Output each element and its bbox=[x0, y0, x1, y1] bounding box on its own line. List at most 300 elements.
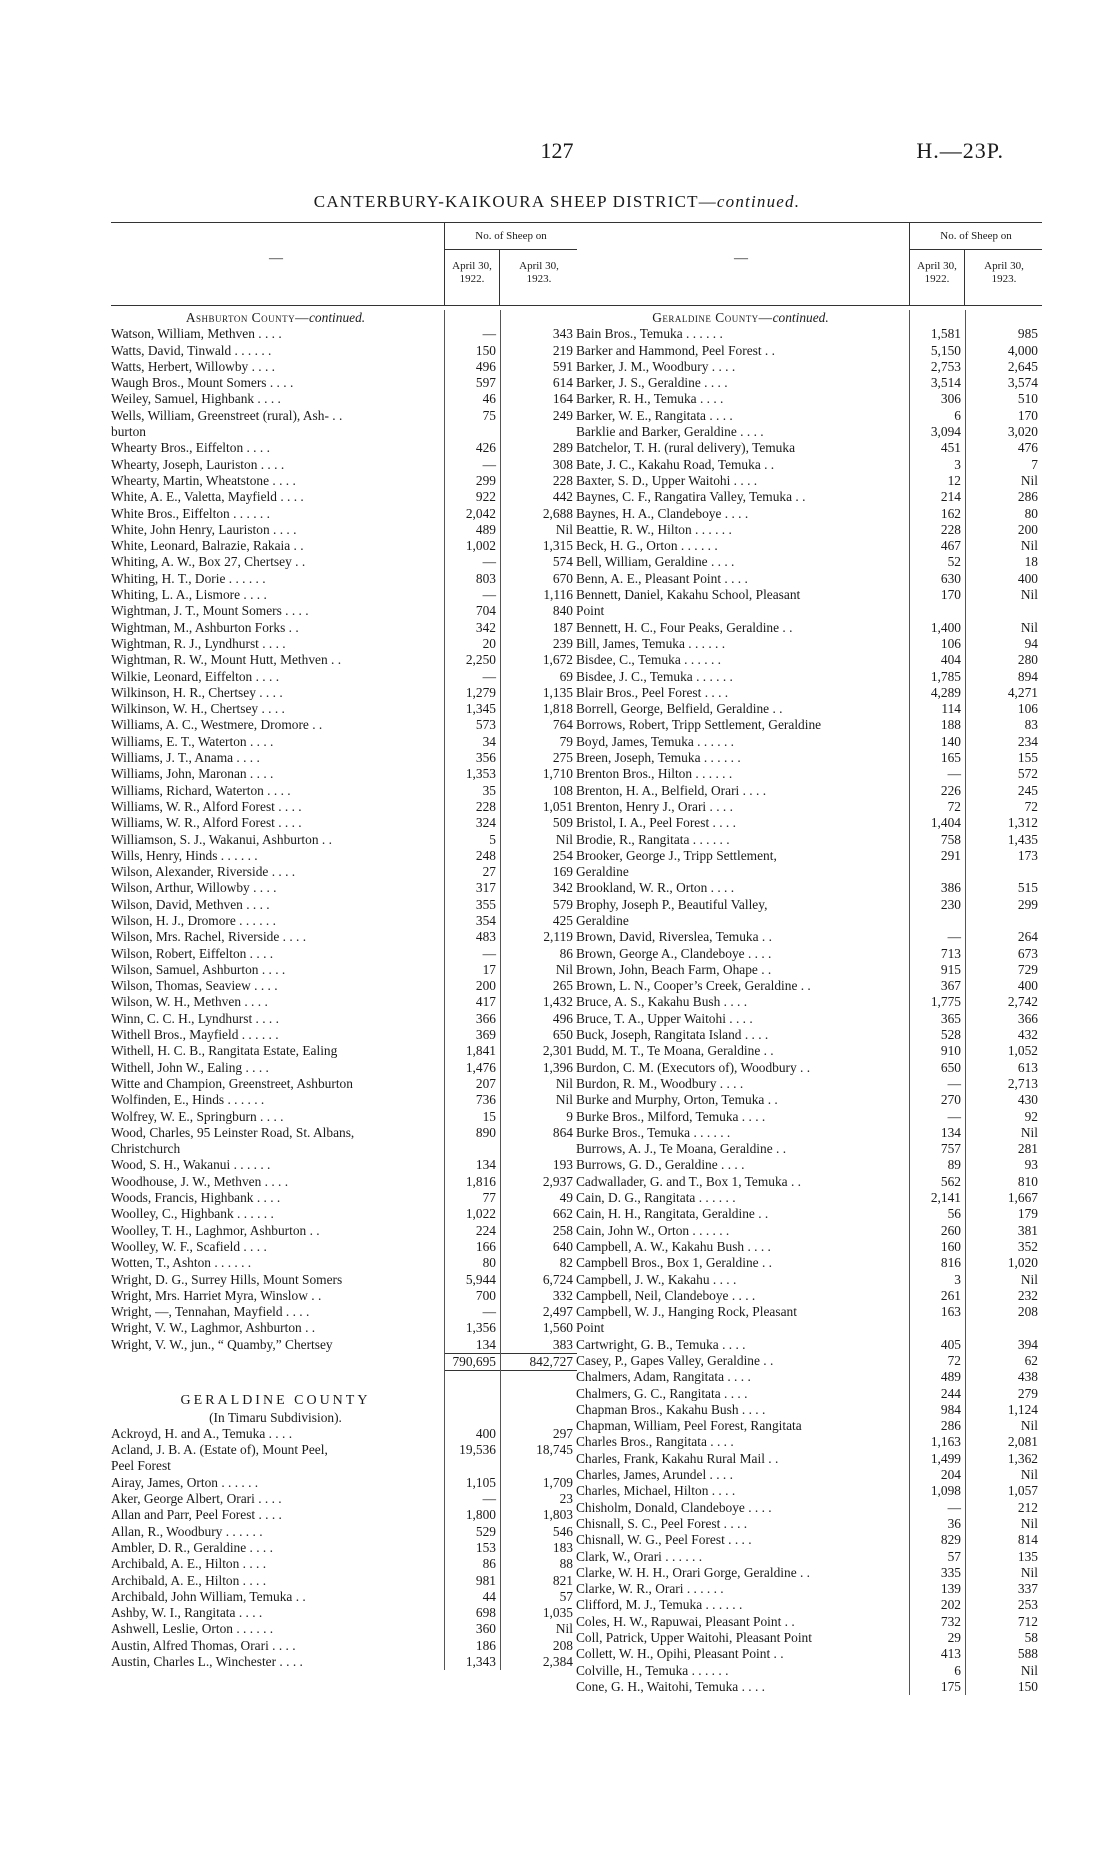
sheep-1922: 3 bbox=[954, 456, 961, 472]
total-1923: 842,727 bbox=[500, 1353, 577, 1371]
sheep-1923: 1,435 bbox=[1007, 831, 1038, 847]
owner-name: Barker, J. S., Geraldine . . . . bbox=[576, 375, 728, 391]
sheep-1923: 591 bbox=[552, 358, 573, 374]
sheep-1922: 86 bbox=[482, 1556, 496, 1572]
table-row bbox=[111, 750, 577, 766]
owner-name: Campbell, J. W., Kakahu . . . . bbox=[576, 1271, 737, 1287]
owner-name: Cadwallader, G. and T., Box 1, Temuka . . bbox=[576, 1173, 802, 1189]
owner-name: Chalmers, Adam, Rangitata . . . . bbox=[576, 1369, 751, 1385]
owner-name: Ackroyd, H. and A., Temuka . . . . bbox=[111, 1425, 293, 1441]
sheep-1922: 355 bbox=[475, 896, 496, 912]
sheep-1922: 426 bbox=[475, 440, 496, 456]
sheep-1922: — bbox=[482, 587, 496, 603]
sheep-1922: — bbox=[482, 668, 496, 684]
sheep-1922: 597 bbox=[475, 375, 496, 391]
table-row bbox=[111, 603, 577, 619]
sheep-1922: 134 bbox=[475, 1336, 496, 1352]
sheep-1923: 4,000 bbox=[1007, 342, 1038, 358]
table-row bbox=[111, 1556, 577, 1572]
sheep-1923: 476 bbox=[1017, 440, 1038, 456]
sheep-1923: 343 bbox=[552, 326, 573, 342]
owner-name: Woods, Francis, Highbank . . . . bbox=[111, 1190, 281, 1206]
owner-name: Bain Bros., Temuka . . . . . . bbox=[576, 326, 723, 342]
table-row bbox=[111, 1043, 577, 1059]
owner-name: Charles, James, Arundel . . . . bbox=[576, 1467, 733, 1483]
sheep-1923: 2,497 bbox=[542, 1304, 573, 1320]
table-row bbox=[576, 538, 1042, 554]
table-row bbox=[111, 1239, 577, 1255]
owner-name: Chisholm, Donald, Clandeboye . . . . bbox=[576, 1499, 772, 1515]
sheep-1923: 764 bbox=[552, 717, 573, 733]
right-rows bbox=[576, 310, 1042, 1695]
sheep-1922: 153 bbox=[475, 1539, 496, 1555]
sheep-1922: 1,002 bbox=[465, 538, 496, 554]
sheep-1922: 160 bbox=[940, 1238, 961, 1254]
sheep-1923: 894 bbox=[1017, 668, 1038, 684]
table-row bbox=[111, 1491, 577, 1507]
sheep-1922: 1,816 bbox=[465, 1173, 496, 1189]
table-row bbox=[576, 1337, 1042, 1353]
sheep-1923: 92 bbox=[1024, 1108, 1038, 1124]
table-row bbox=[576, 1434, 1042, 1450]
owner-name: White, Leonard, Balrazie, Rakaia . . bbox=[111, 538, 304, 554]
left-column-table bbox=[111, 222, 577, 1670]
sheep-1923: 135 bbox=[1017, 1548, 1038, 1564]
sheep-1922: 46 bbox=[482, 391, 496, 407]
owner-name: Wilson, Samuel, Ashburton . . . . bbox=[111, 961, 286, 977]
table-row bbox=[576, 1190, 1042, 1206]
owner-name: Brenton, Henry J., Orari . . . . bbox=[576, 798, 733, 814]
owner-name: Bisdee, J. C., Temuka . . . . . . bbox=[576, 668, 733, 684]
sheep-1923: Nil bbox=[1020, 1564, 1038, 1580]
sheep-1922: 489 bbox=[940, 1369, 961, 1385]
sheep-1923: 264 bbox=[1017, 929, 1038, 945]
table-row bbox=[576, 1532, 1042, 1548]
sheep-1922: 573 bbox=[475, 717, 496, 733]
table-row bbox=[576, 587, 1042, 603]
table-row bbox=[576, 1663, 1042, 1679]
sheep-1923: 155 bbox=[1017, 750, 1038, 766]
table-row bbox=[111, 962, 577, 978]
table-row bbox=[111, 1589, 577, 1605]
owner-name: Woolley, T. H., Laghmor, Ashburton . . bbox=[111, 1222, 320, 1238]
sheep-1923: 509 bbox=[552, 815, 573, 831]
table-row bbox=[111, 1475, 577, 1491]
table-row bbox=[576, 522, 1042, 538]
table-row bbox=[576, 1549, 1042, 1565]
table-row bbox=[576, 669, 1042, 685]
owner-name: Wright, V. W., jun., “ Quamby,” Chertsey bbox=[111, 1336, 333, 1352]
owner-name: Watson, William, Methven . . . . bbox=[111, 326, 282, 342]
table-row bbox=[576, 359, 1042, 375]
sheep-1923: 249 bbox=[552, 407, 573, 423]
sheep-1922: 562 bbox=[940, 1173, 961, 1189]
owner-name: Austin, Charles L., Winchester . . . . bbox=[111, 1654, 303, 1670]
sheep-1923: 515 bbox=[1017, 880, 1038, 896]
year-1922-date: April 30, bbox=[917, 260, 957, 272]
owner-name: Cain, D. G., Rangitata . . . . . . bbox=[576, 1190, 736, 1206]
sheep-1923: Nil bbox=[1020, 1662, 1038, 1678]
owner-name: Baynes, H. A., Clandeboye . . . . bbox=[576, 505, 749, 521]
sheep-1923: 400 bbox=[1017, 978, 1038, 994]
owner-name: Baxter, S. D., Upper Waitohi . . . . bbox=[576, 472, 758, 488]
owner-name: Chisnall, W. G., Peel Forest . . . . bbox=[576, 1532, 752, 1548]
table-row bbox=[576, 620, 1042, 636]
sheep-1922: — bbox=[947, 929, 961, 945]
sheep-1923: 228 bbox=[552, 472, 573, 488]
sheep-1923: 864 bbox=[552, 1124, 573, 1140]
owner-name: Williams, W. R., Alford Forest . . . . bbox=[111, 815, 302, 831]
table-row bbox=[111, 587, 577, 603]
table-row bbox=[576, 506, 1042, 522]
sheep-1923: 1,560 bbox=[542, 1320, 573, 1336]
sheep-1923: Nil bbox=[555, 1621, 573, 1637]
sheep-1922: 1,356 bbox=[465, 1320, 496, 1336]
owner-name: Woolley, W. F., Scafield . . . . bbox=[111, 1238, 267, 1254]
owner-name: Peel Forest bbox=[111, 1458, 171, 1474]
sheep-1923: 49 bbox=[559, 1190, 573, 1206]
sheep-1922: 6 bbox=[954, 1662, 961, 1678]
sheep-1922: 915 bbox=[940, 961, 961, 977]
sheep-1923: Nil bbox=[555, 831, 573, 847]
page-title bbox=[0, 192, 1114, 212]
table-row bbox=[111, 1573, 577, 1589]
sheep-1922: 1,400 bbox=[930, 619, 961, 635]
owner-name: Wilson, Thomas, Seaview . . . . bbox=[111, 978, 278, 994]
sheep-1923: 3,020 bbox=[1007, 424, 1038, 440]
document-reference: H.—23P. bbox=[916, 138, 1004, 163]
table-row bbox=[576, 1076, 1042, 1092]
owner-name: Aker, George Albert, Orari . . . . bbox=[111, 1491, 282, 1507]
owner-name: Wills, Henry, Hinds . . . . . . bbox=[111, 847, 258, 863]
sheep-1922: 36 bbox=[947, 1515, 961, 1531]
sheep-1922: 360 bbox=[475, 1621, 496, 1637]
owner-name: Williams, W. R., Alford Forest . . . . bbox=[111, 798, 302, 814]
table-row bbox=[576, 701, 1042, 717]
sheep-1922: 650 bbox=[940, 1059, 961, 1075]
table-row bbox=[111, 1621, 577, 1637]
table-row bbox=[111, 375, 577, 391]
sheep-1922: — bbox=[482, 456, 496, 472]
sheep-1922: 757 bbox=[940, 1141, 961, 1157]
table-row bbox=[576, 734, 1042, 750]
table-row bbox=[576, 1451, 1042, 1467]
owner-name: Campbell, Neil, Clandeboye . . . . bbox=[576, 1287, 756, 1303]
sheep-1922: 261 bbox=[940, 1287, 961, 1303]
sheep-1923: 579 bbox=[552, 896, 573, 912]
sheep-1922: 150 bbox=[475, 342, 496, 358]
sheep-count-header: No. of Sheep on bbox=[444, 223, 577, 250]
sheep-1922: 166 bbox=[475, 1238, 496, 1254]
owner-name: Colville, H., Temuka . . . . . . bbox=[576, 1662, 729, 1678]
table-row bbox=[111, 1654, 577, 1670]
sheep-1923: 234 bbox=[1017, 733, 1038, 749]
owner-name: Beck, H. G., Orton . . . . . . bbox=[576, 538, 718, 554]
sheep-1923: 352 bbox=[1017, 1238, 1038, 1254]
owner-name: Geraldine bbox=[576, 864, 629, 880]
table-row bbox=[111, 1337, 577, 1353]
sheep-1923: 169 bbox=[552, 864, 573, 880]
table-row bbox=[111, 1174, 577, 1190]
sheep-1923: 640 bbox=[552, 1238, 573, 1254]
sheep-1923: 546 bbox=[552, 1523, 573, 1539]
owner-name: Whearty Bros., Eiffelton . . . . bbox=[111, 440, 270, 456]
sheep-1922: 528 bbox=[940, 1027, 961, 1043]
table-row bbox=[111, 1255, 577, 1271]
sheep-1923: 2,713 bbox=[1007, 1075, 1038, 1091]
page-number: 127 bbox=[540, 138, 574, 163]
page-title-continued: continued. bbox=[716, 192, 801, 211]
sheep-1922: 248 bbox=[475, 847, 496, 863]
sheep-1922: — bbox=[482, 945, 496, 961]
table-row bbox=[576, 1206, 1042, 1222]
owner-name: Ambler, D. R., Geraldine . . . . bbox=[111, 1539, 273, 1555]
owner-name: Archibald, A. E., Hilton . . . . bbox=[111, 1556, 267, 1572]
table-row bbox=[576, 326, 1042, 342]
table-row bbox=[111, 880, 577, 896]
sheep-1922: 1,345 bbox=[465, 701, 496, 717]
table-row bbox=[111, 1540, 577, 1556]
sheep-1923: 150 bbox=[1017, 1678, 1038, 1694]
sheep-1923 bbox=[965, 913, 1042, 929]
table-row bbox=[576, 1174, 1042, 1190]
sheep-1923: 200 bbox=[1017, 521, 1038, 537]
year-1923-header bbox=[966, 250, 1042, 305]
sheep-1922: 175 bbox=[940, 1678, 961, 1694]
sheep-1923: 57 bbox=[559, 1588, 573, 1604]
table-row bbox=[576, 1043, 1042, 1059]
sheep-1923: Nil bbox=[1020, 1418, 1038, 1434]
table-row bbox=[576, 440, 1042, 456]
owner-name: Breen, Joseph, Temuka . . . . . . bbox=[576, 750, 741, 766]
sheep-1922: 299 bbox=[475, 472, 496, 488]
sheep-1923: 239 bbox=[552, 635, 573, 651]
sheep-1923: 1,135 bbox=[542, 684, 573, 700]
table-row bbox=[111, 408, 577, 424]
owner-name: Chisnall, S. C., Peel Forest . . . . bbox=[576, 1515, 748, 1531]
sheep-1922: 981 bbox=[475, 1572, 496, 1588]
sheep-1922: 700 bbox=[475, 1287, 496, 1303]
table-row bbox=[111, 848, 577, 864]
owner-name: Charles Bros., Rangitata . . . . bbox=[576, 1434, 734, 1450]
table-row bbox=[576, 1369, 1042, 1385]
sheep-1923: 1,051 bbox=[542, 798, 573, 814]
owner-name: Wilson, Arthur, Willowby . . . . bbox=[111, 880, 277, 896]
owner-name: Batchelor, T. H. (rural delivery), Temuka bbox=[576, 440, 796, 456]
table-row bbox=[576, 766, 1042, 782]
sheep-1923: 279 bbox=[1017, 1385, 1038, 1401]
table-row bbox=[111, 538, 577, 554]
county-heading bbox=[111, 1393, 577, 1409]
owner-name: White, A. E., Valetta, Mayfield . . . . bbox=[111, 489, 304, 505]
sheep-1923: 94 bbox=[1024, 635, 1038, 651]
sheep-1923: 2,645 bbox=[1007, 358, 1038, 374]
table-row bbox=[576, 832, 1042, 848]
table-row bbox=[111, 1223, 577, 1239]
owner-name: Wilson, David, Methven . . . . bbox=[111, 896, 270, 912]
table-row bbox=[111, 343, 577, 359]
table-row bbox=[111, 440, 577, 456]
table-row bbox=[576, 848, 1042, 864]
sheep-1923: 93 bbox=[1024, 1157, 1038, 1173]
owner-name: Wightman, R. W., Mount Hutt, Methven . . bbox=[111, 652, 342, 668]
table-row bbox=[576, 994, 1042, 1010]
table-row bbox=[576, 799, 1042, 815]
sheep-1923: 1,818 bbox=[542, 701, 573, 717]
owner-name: Cain, John W., Orton . . . . . . bbox=[576, 1222, 730, 1238]
table-row bbox=[111, 1157, 577, 1173]
table-row bbox=[111, 1190, 577, 1206]
table-row bbox=[111, 1507, 577, 1523]
table-row bbox=[576, 815, 1042, 831]
table-row bbox=[576, 1320, 1042, 1336]
sheep-1923: 729 bbox=[1017, 961, 1038, 977]
sheep-1922: 5,150 bbox=[930, 342, 961, 358]
sheep-1923: 810 bbox=[1017, 1173, 1038, 1189]
table-row bbox=[576, 1288, 1042, 1304]
sheep-1923: 821 bbox=[552, 1572, 573, 1588]
table-row bbox=[111, 1320, 577, 1336]
sheep-1922: 890 bbox=[475, 1124, 496, 1140]
sheep-1922: 224 bbox=[475, 1222, 496, 1238]
table-row bbox=[576, 1223, 1042, 1239]
owner-name: Barker and Hammond, Peel Forest . . bbox=[576, 342, 775, 358]
sheep-1923: 332 bbox=[552, 1287, 573, 1303]
sheep-1923: 1,396 bbox=[542, 1059, 573, 1075]
table-row bbox=[111, 815, 577, 831]
sheep-1923: 2,742 bbox=[1007, 994, 1038, 1010]
owner-name: Geraldine bbox=[576, 912, 629, 928]
table-header bbox=[111, 222, 577, 306]
sheep-1923: 366 bbox=[1017, 1010, 1038, 1026]
year-1923-date: April 30, bbox=[984, 260, 1024, 272]
sheep-1923: 299 bbox=[1017, 896, 1038, 912]
table-row bbox=[576, 1027, 1042, 1043]
table-row bbox=[111, 864, 577, 880]
sheep-1923: 1,057 bbox=[1007, 1483, 1038, 1499]
sheep-1922: 6 bbox=[954, 407, 961, 423]
table-row bbox=[576, 636, 1042, 652]
sheep-1923: 1,710 bbox=[542, 766, 573, 782]
sheep-1922: 165 bbox=[940, 750, 961, 766]
section-heading bbox=[111, 310, 577, 326]
table-row bbox=[111, 1426, 577, 1442]
sheep-1922: 12 bbox=[947, 472, 961, 488]
sheep-1923: 1,709 bbox=[542, 1474, 573, 1490]
table-row bbox=[576, 1516, 1042, 1532]
table-row bbox=[576, 1092, 1042, 1108]
owner-name: Burdon, R. M., Woodbury . . . . bbox=[576, 1075, 744, 1091]
sheep-1922: 270 bbox=[940, 1092, 961, 1108]
table-row bbox=[576, 571, 1042, 587]
owner-name: Witte and Champion, Greenstreet, Ashburton bbox=[111, 1075, 353, 1091]
name-column-header: — bbox=[734, 251, 748, 266]
sheep-1923: 1,672 bbox=[542, 652, 573, 668]
table-row bbox=[576, 1304, 1042, 1320]
owner-name: Cone, G. H., Waitohi, Temuka . . . . bbox=[576, 1678, 766, 1694]
sheep-1923 bbox=[500, 1458, 577, 1474]
owner-name: Archibald, John William, Temuka . . bbox=[111, 1588, 306, 1604]
sheep-1922: 1,343 bbox=[465, 1654, 496, 1670]
sheep-1923: 58 bbox=[1024, 1630, 1038, 1646]
sheep-1922: 244 bbox=[940, 1385, 961, 1401]
section-heading bbox=[576, 310, 1042, 326]
owner-name: Chalmers, G. C., Rangitata . . . . bbox=[576, 1385, 748, 1401]
table-row bbox=[576, 1646, 1042, 1662]
owner-name: Whearty, Martin, Wheatstone . . . . bbox=[111, 472, 296, 488]
sheep-1923: 308 bbox=[552, 456, 573, 472]
sheep-1923: 254 bbox=[552, 847, 573, 863]
owner-name: Christchurch bbox=[111, 1141, 181, 1157]
owner-name: Bristol, I. A., Peel Forest . . . . bbox=[576, 815, 736, 831]
owner-name: Brooker, George J., Tripp Settlement, bbox=[576, 847, 777, 863]
table-row bbox=[576, 1060, 1042, 1076]
sheep-1922: 29 bbox=[947, 1630, 961, 1646]
table-row bbox=[576, 343, 1042, 359]
table-row bbox=[111, 1092, 577, 1108]
sheep-1923: 265 bbox=[552, 978, 573, 994]
sheep-1923: 1,667 bbox=[1007, 1190, 1038, 1206]
sheep-1922: 200 bbox=[475, 978, 496, 994]
owner-name: Wilson, Robert, Eiffelton . . . . bbox=[111, 945, 274, 961]
owner-name: Bisdee, C., Temuka . . . . . . bbox=[576, 652, 721, 668]
sheep-1922: 704 bbox=[475, 603, 496, 619]
sheep-1922: 139 bbox=[940, 1581, 961, 1597]
sheep-1923: 18,745 bbox=[536, 1442, 573, 1458]
sheep-1923: 245 bbox=[1017, 782, 1038, 798]
owner-name: Clarke, W. H. H., Orari Gorge, Geraldine . . bbox=[576, 1564, 811, 1580]
owner-name: Brown, John, Beach Farm, Ohape . . bbox=[576, 961, 772, 977]
owner-name: Brenton, H. A., Belfield, Orari . . . . bbox=[576, 782, 767, 798]
owner-name: Casey, P., Gapes Valley, Geraldine . . bbox=[576, 1353, 774, 1368]
sheep-1922: 404 bbox=[940, 652, 961, 668]
table-row bbox=[111, 457, 577, 473]
sheep-1923: 286 bbox=[1017, 489, 1038, 505]
sheep-1923: Nil bbox=[555, 961, 573, 977]
sheep-1922: 1,476 bbox=[465, 1059, 496, 1075]
table-row bbox=[576, 1353, 1042, 1369]
owner-name: Williams, John, Maronan . . . . bbox=[111, 766, 274, 782]
sheep-1922 bbox=[909, 1320, 965, 1336]
table-row bbox=[576, 1272, 1042, 1288]
sheep-1923: 69 bbox=[559, 668, 573, 684]
owner-name: Whiting, L. A., Lismore . . . . bbox=[111, 587, 267, 603]
owner-name: Williams, E. T., Waterton . . . . bbox=[111, 733, 274, 749]
sheep-1923: 289 bbox=[552, 440, 573, 456]
sheep-1923: 2,081 bbox=[1007, 1434, 1038, 1450]
table-row bbox=[576, 1418, 1042, 1434]
sheep-1922: 1,163 bbox=[930, 1434, 961, 1450]
table-row bbox=[111, 424, 577, 440]
sheep-1922: 3,514 bbox=[930, 375, 961, 391]
owner-name: Campbell Bros., Box 1, Geraldine . . bbox=[576, 1255, 772, 1271]
sheep-1923: Nil bbox=[555, 521, 573, 537]
year-1923-header bbox=[501, 250, 577, 305]
table-row bbox=[576, 864, 1042, 880]
sheep-1923: 1,035 bbox=[542, 1605, 573, 1621]
sheep-1922: 19,536 bbox=[459, 1442, 496, 1458]
sheep-1922: 2,042 bbox=[465, 505, 496, 521]
table-row bbox=[576, 603, 1042, 619]
sheep-1922: 451 bbox=[940, 440, 961, 456]
sheep-1922: — bbox=[482, 554, 496, 570]
sheep-1923: Nil bbox=[555, 1092, 573, 1108]
sheep-1922: 186 bbox=[475, 1637, 496, 1653]
owner-name: Bennett, Daniel, Kakahu School, Pleasant bbox=[576, 587, 801, 603]
sheep-1923: 2,937 bbox=[542, 1173, 573, 1189]
owner-name: Watts, Herbert, Willowby . . . . bbox=[111, 358, 276, 374]
table-row bbox=[576, 750, 1042, 766]
